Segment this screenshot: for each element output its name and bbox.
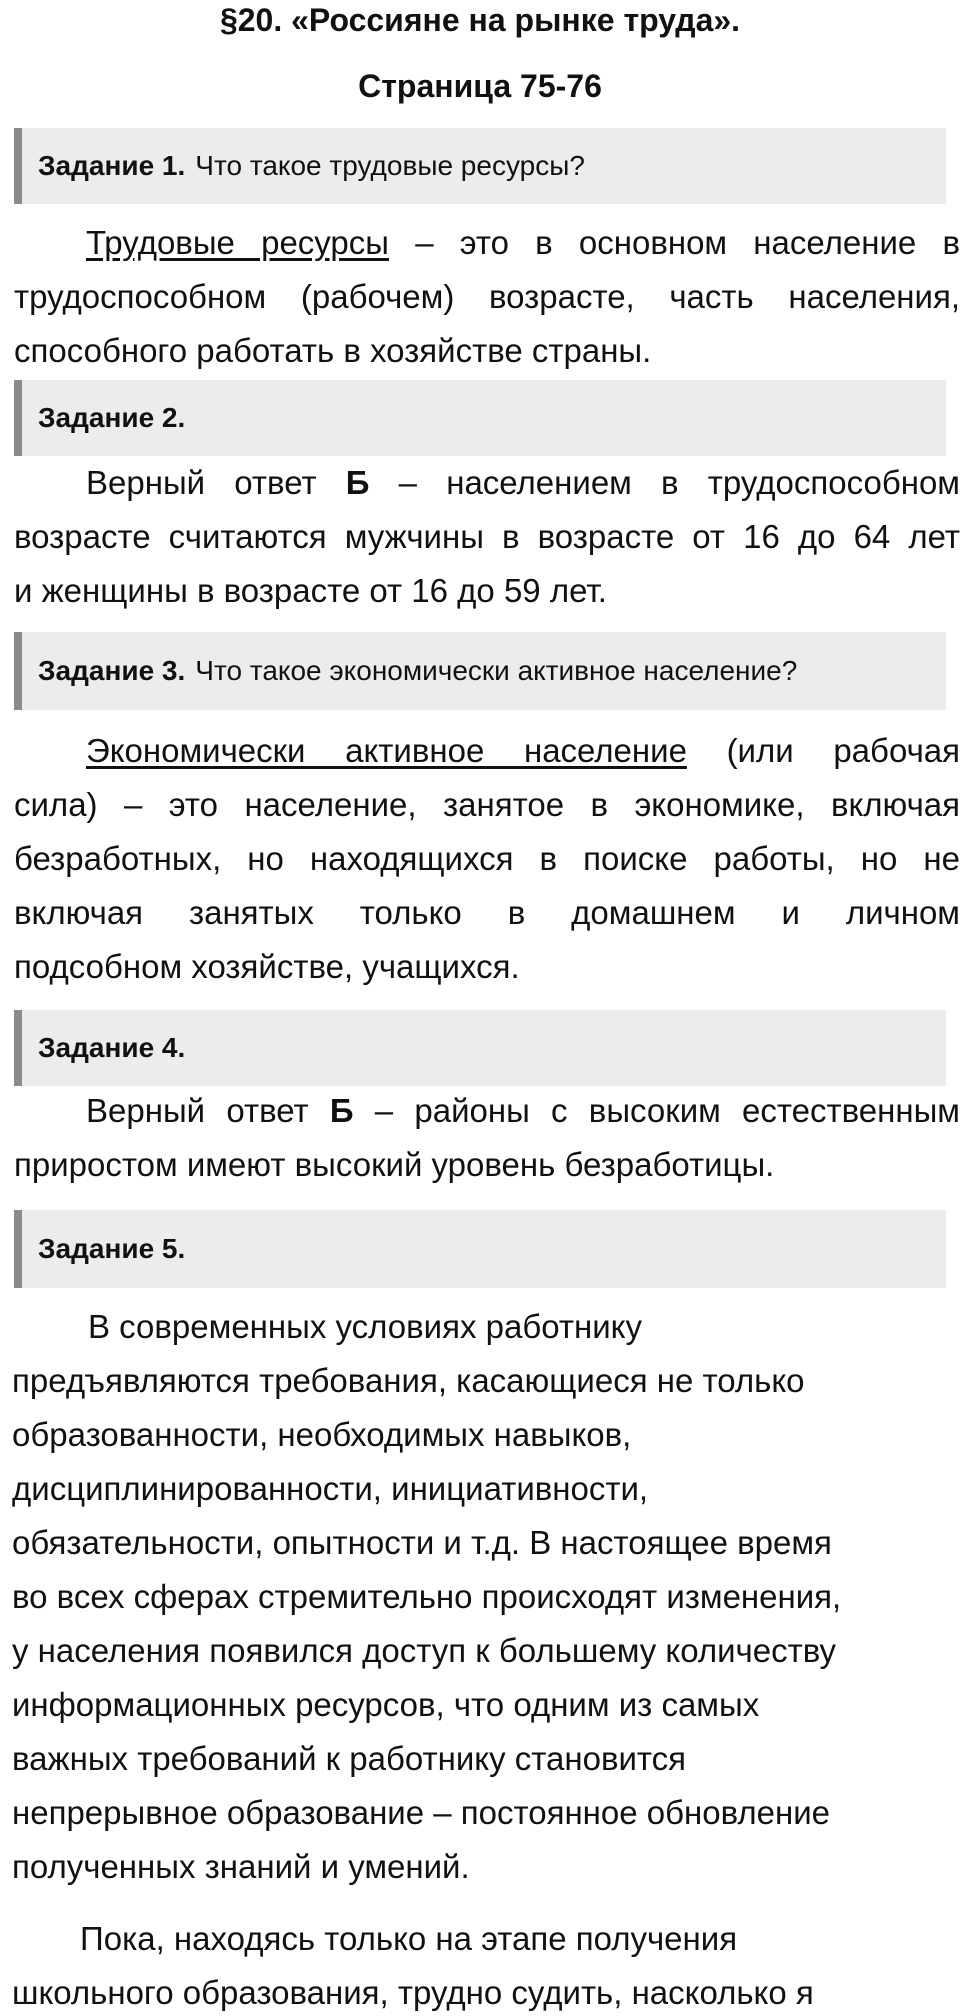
task-4-line-1-post: – районы с высоким естественным [353,1092,960,1129]
task-3-label: Задание 3. [38,655,186,686]
task-3-line-5: подсобном хозяйстве, учащихся. [14,948,520,985]
task-4-label: Задание 4. [38,1032,186,1063]
task-1-line-1: – это в основном население в [389,224,960,261]
task-1-question: Что такое трудовые ресурсы? [195,150,585,181]
task-5-header [14,1210,946,1288]
task-3-answer [14,724,960,994]
task-3-line-1: (или рабочая [686,732,960,769]
task-4-answer-letter: Б [329,1092,354,1129]
task-5-p2-line: школьного образования, трудно судить, насколько я [12,1974,814,2011]
task-5-p1-line: у населения появился доступ к большему количеству [12,1632,837,1669]
task-3-line-4: включая занятых только в домашнем и личном [14,894,960,931]
task-3-line-3: безработных, но находящихся в поиске работы, но не [14,840,960,877]
task-2-line-2: возрасте считаются мужчины в возрасте от 16 до 64 лет [14,518,960,555]
task-2-label: Задание 2. [38,402,186,433]
task-4-header [14,1010,946,1086]
page-title: §20. «Россияне на рынке труда». [219,2,741,38]
task-1-line-3: способного работать в хозяйстве страны. [14,332,652,369]
task-5-p2-line: Пока, находясь только на этапе получения [80,1920,738,1957]
task-3-term: Экономически активное население [86,732,687,769]
task-5-paragraph-1 [12,1300,952,1894]
task-5-p1-line: информационных ресурсов, что одним из самых [12,1686,760,1723]
task-1-term: Трудовые ресурсы [86,224,390,261]
task-2-answer-letter: Б [345,464,370,501]
task-5-p1-line: полученных знаний и умений. [12,1848,470,1885]
task-4-answer [14,1084,960,1192]
task-3-line-2: сила) – это население, занятое в экономике, включая [14,786,960,823]
task-1-label: Задание 1. [38,150,186,181]
task-4-line-1-pre: Верный ответ [86,1092,330,1129]
task-5-paragraph-2 [12,1912,952,2016]
task-5-p1-line: важных требований к работнику становится [12,1740,687,1777]
task-1-answer [14,216,960,378]
task-5-label: Задание 5. [38,1233,186,1264]
task-3-question: Что такое экономически активное население? [195,655,798,686]
task-2-line-3: и женщины в возрасте от 16 до 59 лет. [14,572,607,609]
task-4-line-2: приростом имеют высокий уровень безработицы. [14,1146,775,1183]
task-3-header [14,632,946,710]
task-2-line-1-pre: Верный ответ [86,464,346,501]
task-5-p1-line: предъявляются требования, касающиеся не только [12,1362,805,1399]
task-5-p1-line: во всех сферах стремительно происходят изменения, [12,1578,842,1615]
task-1-header [14,128,946,204]
task-5-p1-line: обязательности, опытности и т.д. В настоящее время [12,1524,832,1561]
task-2-answer [14,456,960,618]
task-2-header [14,380,946,456]
task-5-p1-line: В современных условиях работнику [88,1308,642,1345]
task-5-p1-line: образованности, необходимых навыков, [12,1416,632,1453]
task-2-line-1-post: – населением в трудоспособном [369,464,960,501]
task-5-p1-line: непрерывное образование – постоянное обновление [12,1794,831,1831]
task-5-p1-line: дисциплинированности, инициативности, [12,1470,649,1507]
page-subtitle: Страница 75-76 [358,68,602,104]
task-1-line-2: трудоспособном (рабочем) возрасте, часть населения, [14,278,960,315]
